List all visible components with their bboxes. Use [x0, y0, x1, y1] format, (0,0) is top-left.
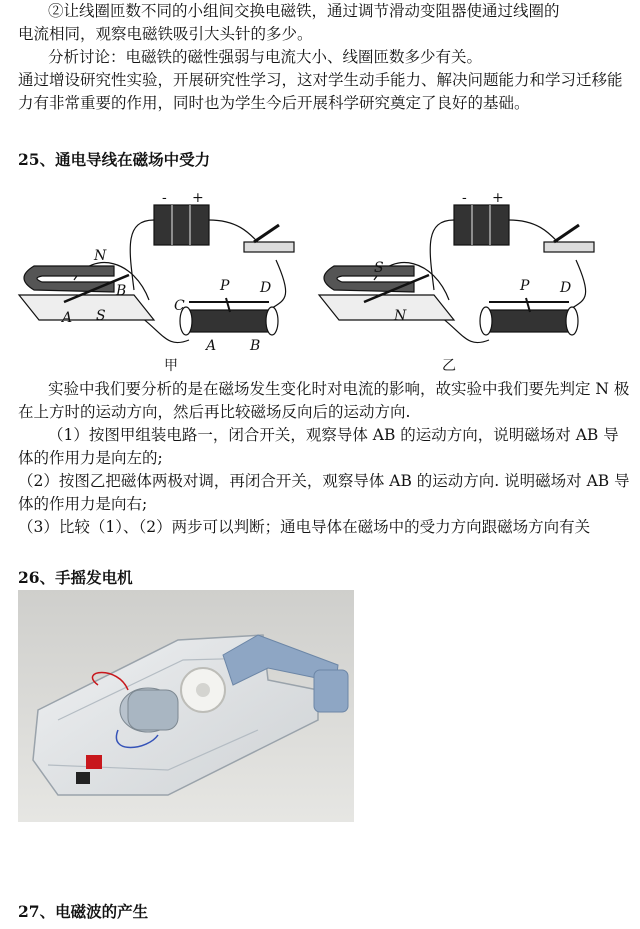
heading-section-27: 27、电磁波的产生	[18, 902, 149, 921]
paragraph-step1: （1）按图甲组装电路一，闭合开关，观察导体 AB 的运动方向，说明磁场对 AB 导体的作用力是向左的;	[18, 426, 619, 467]
figure-right	[319, 205, 594, 343]
red-terminal-icon	[86, 755, 102, 769]
paragraph-discussion: 分析讨论：电磁铁的磁性强弱与电流大小、线圈匝数多少有关。	[48, 48, 483, 66]
label-b2: B	[250, 338, 261, 354]
label-a2: A	[206, 338, 217, 354]
label-p: P	[520, 278, 530, 294]
caption-left: 甲	[164, 358, 178, 374]
battery-icon	[454, 205, 509, 245]
label-plus: +	[192, 190, 204, 206]
paragraph-coil-exchange	[18, 0, 630, 46]
heading-section-25: 25、通电导线在磁场中受力	[18, 150, 211, 169]
rheostat-icon	[189, 310, 269, 332]
hand-crank-generator-photo	[18, 590, 354, 822]
label-minus: -	[162, 190, 167, 206]
label-a: A	[62, 310, 73, 326]
text-line: ②让线圈匝数不同的小组间交换电磁铁，通过调节滑动变阻器使通过线圈的	[48, 2, 560, 20]
paragraph-step3: （3）比较（1）、（2）两步可以判断；通电导体在磁场中的受力方向跟磁场方向有关	[18, 518, 591, 536]
label-n: N	[394, 308, 407, 324]
caption-right: 乙	[442, 358, 456, 374]
paragraph-step2: （2）按图乙把磁体两极对调，再闭合开关，观察导体 AB 的运动方向. 说明磁场对 AB 导体的作用力是向右;	[18, 472, 630, 513]
switch-icon	[544, 242, 594, 252]
switch-icon	[244, 242, 294, 252]
label-n: N	[94, 248, 107, 264]
heading-section-26: 26、手摇发电机	[18, 568, 133, 587]
label-s: S	[96, 308, 106, 324]
text-line: 电流相同，观察电磁铁吸引大头针的多少。	[18, 25, 313, 43]
label-b: B	[116, 283, 127, 299]
rheostat-icon	[489, 310, 569, 332]
paragraph-intro: 实验中我们要分析的是在磁场发生变化时对电流的影响，故实验中我们要先判定 N 极在上方时的运动方向，然后再比较磁场反向后的运动方向.	[18, 380, 630, 421]
black-terminal-icon	[76, 772, 90, 784]
label-c: C	[174, 298, 185, 314]
label-d: D	[260, 280, 272, 296]
label-plus: +	[492, 190, 504, 206]
paragraph-summary: 通过增设研究性实验，开展研究性学习，这对学生动手能力、解决问题能力和学习迁移能力有非常重要的作用，同时也为学生今后开展科学研究奠定了良好的基础。	[18, 71, 623, 112]
battery-icon	[154, 205, 209, 245]
label-p: P	[220, 278, 230, 294]
figure-left	[19, 205, 294, 343]
label-s: S	[374, 260, 384, 276]
label-d: D	[560, 280, 572, 296]
label-minus: -	[462, 190, 467, 206]
force-experiment-figure	[14, 190, 614, 375]
